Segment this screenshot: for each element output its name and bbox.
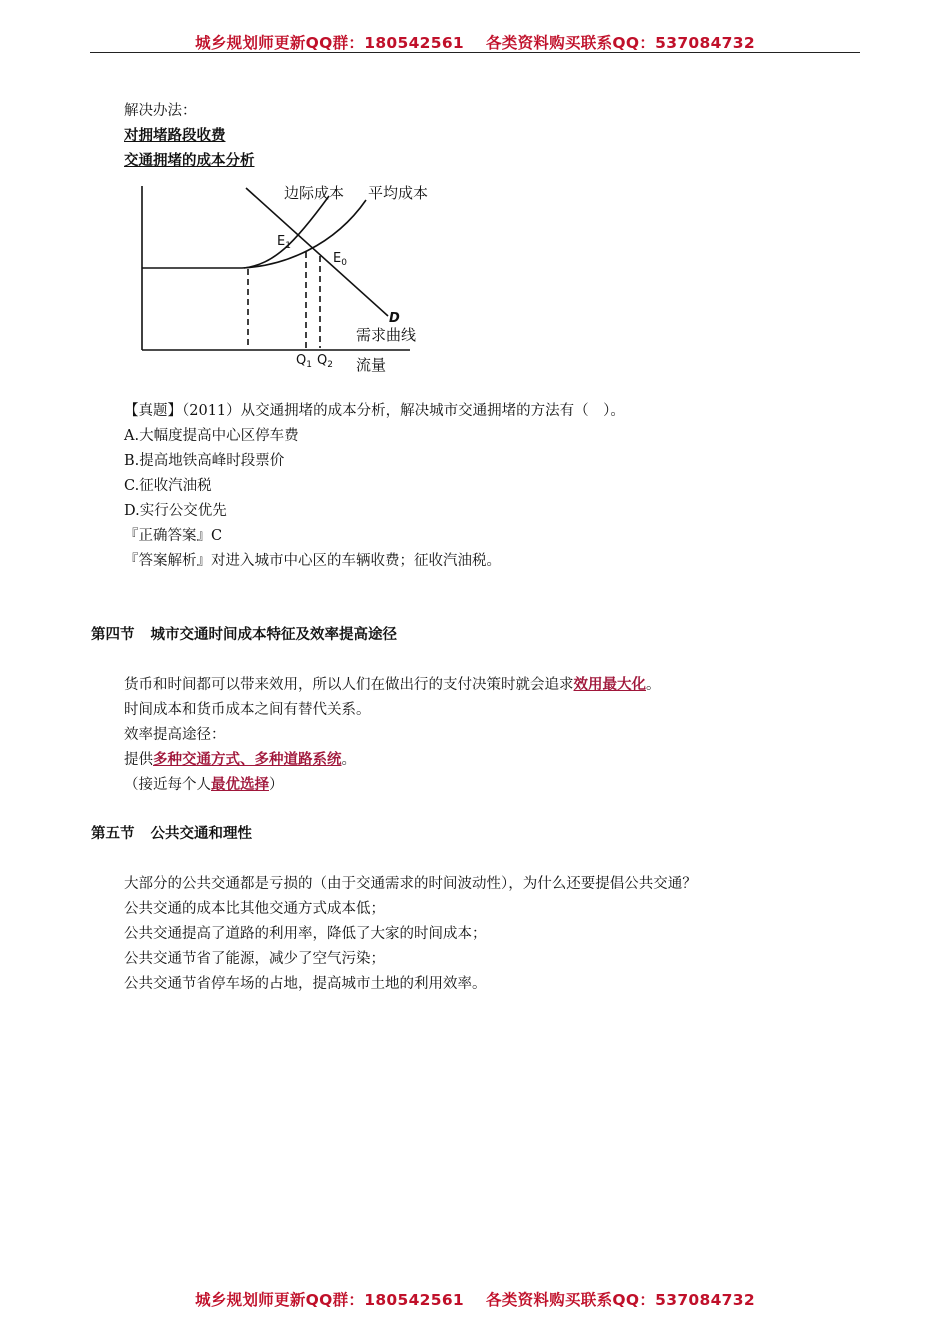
demand-curve [246,188,388,316]
footer-purchase-qq: 各类资料购买联系QQ：537084732 [486,1291,755,1309]
header-rule [90,52,860,53]
question-stem: 【真题】（2011）从交通拥堵的成本分析，解决城市交通拥堵的方法有（ ）。 [124,403,625,419]
highlight-multi-modes: 多种交通方式、多种道路系统 [153,752,342,768]
option-d: D.实行公交优先 [124,503,227,519]
option-a: A.大幅度提高中心区停车费 [124,428,299,444]
option-c: C.征收汽油税 [124,478,212,494]
marginal-cost-label: 边际成本 [284,184,345,202]
section-5-paragraph-4: 公共交通节省了能源，减少了空气污染； [124,951,385,967]
section-4-paragraph-3: 效率提高途径： [124,727,226,743]
e1-label: $E_1$ [277,234,291,251]
section-4-paragraph-5: （接近每个人最优选择） [124,777,284,793]
section-5-number: 第五节 [91,826,135,842]
q2-label: $Q_2$ [317,353,333,370]
congestion-cost-diagram [124,176,444,376]
header-banner [0,31,950,53]
solution-label: 解决办法： [124,103,197,119]
solution-method: 对拥堵路段收费 [124,128,226,144]
section-4-number: 第四节 [91,627,135,643]
option-b: B.提高地铁高峰时段票价 [124,453,285,469]
section-5-paragraph-2: 公共交通的成本比其他交通方式成本低； [124,901,385,917]
e0-label: $E_0$ [333,251,347,268]
section-5-heading [91,824,252,844]
q1-label: $Q_1$ [296,353,312,370]
correct-answer: 『正确答案』C [124,528,223,544]
highlight-utility-max: 效用最大化 [573,677,646,693]
footer-qq-group: 城乡规划师更新QQ群：180542561 [195,1291,464,1309]
section-4-heading [91,625,397,645]
banner-qq-group: 城乡规划师更新QQ群：180542561 [195,34,464,52]
highlight-optimal-choice: 最优选择 [211,777,269,793]
section-4-paragraph-1: 货币和时间都可以带来效用，所以人们在做出行的支付决策时就会追求效用最大化。 [124,677,661,693]
answer-analysis: 『答案解析』对进入城市中心区的车辆收费；征收汽油税。 [124,553,501,569]
section-5-paragraph-3: 公共交通提高了道路的利用率，降低了大家的时间成本； [124,926,487,942]
average-cost-label: 平均成本 [368,184,429,202]
banner-purchase-qq: 各类资料购买联系QQ：537084732 [486,34,755,52]
d-label: D [389,311,400,326]
cost-analysis-title: 交通拥堵的成本分析 [124,153,255,169]
footer-banner [0,1288,950,1310]
section-5-paragraph-5: 公共交通节省停车场的占地，提高城市土地的利用效率。 [124,976,487,992]
section-4-paragraph-2: 时间成本和货币成本之间有替代关系。 [124,702,371,718]
section-5-paragraph-1: 大部分的公共交通都是亏损的（由于交通需求的时间波动性），为什么还要提倡公共交通？ [124,876,697,892]
demand-curve-label: 需求曲线 [356,326,417,344]
flow-label: 流量 [356,356,387,374]
section-4-title: 城市交通时间成本特征及效率提高途径 [150,627,397,643]
section-5-title: 公共交通和理性 [150,826,252,842]
marginal-cost-curve [244,196,329,268]
section-4-paragraph-4: 提供多种交通方式、多种道路系统。 [124,752,356,768]
